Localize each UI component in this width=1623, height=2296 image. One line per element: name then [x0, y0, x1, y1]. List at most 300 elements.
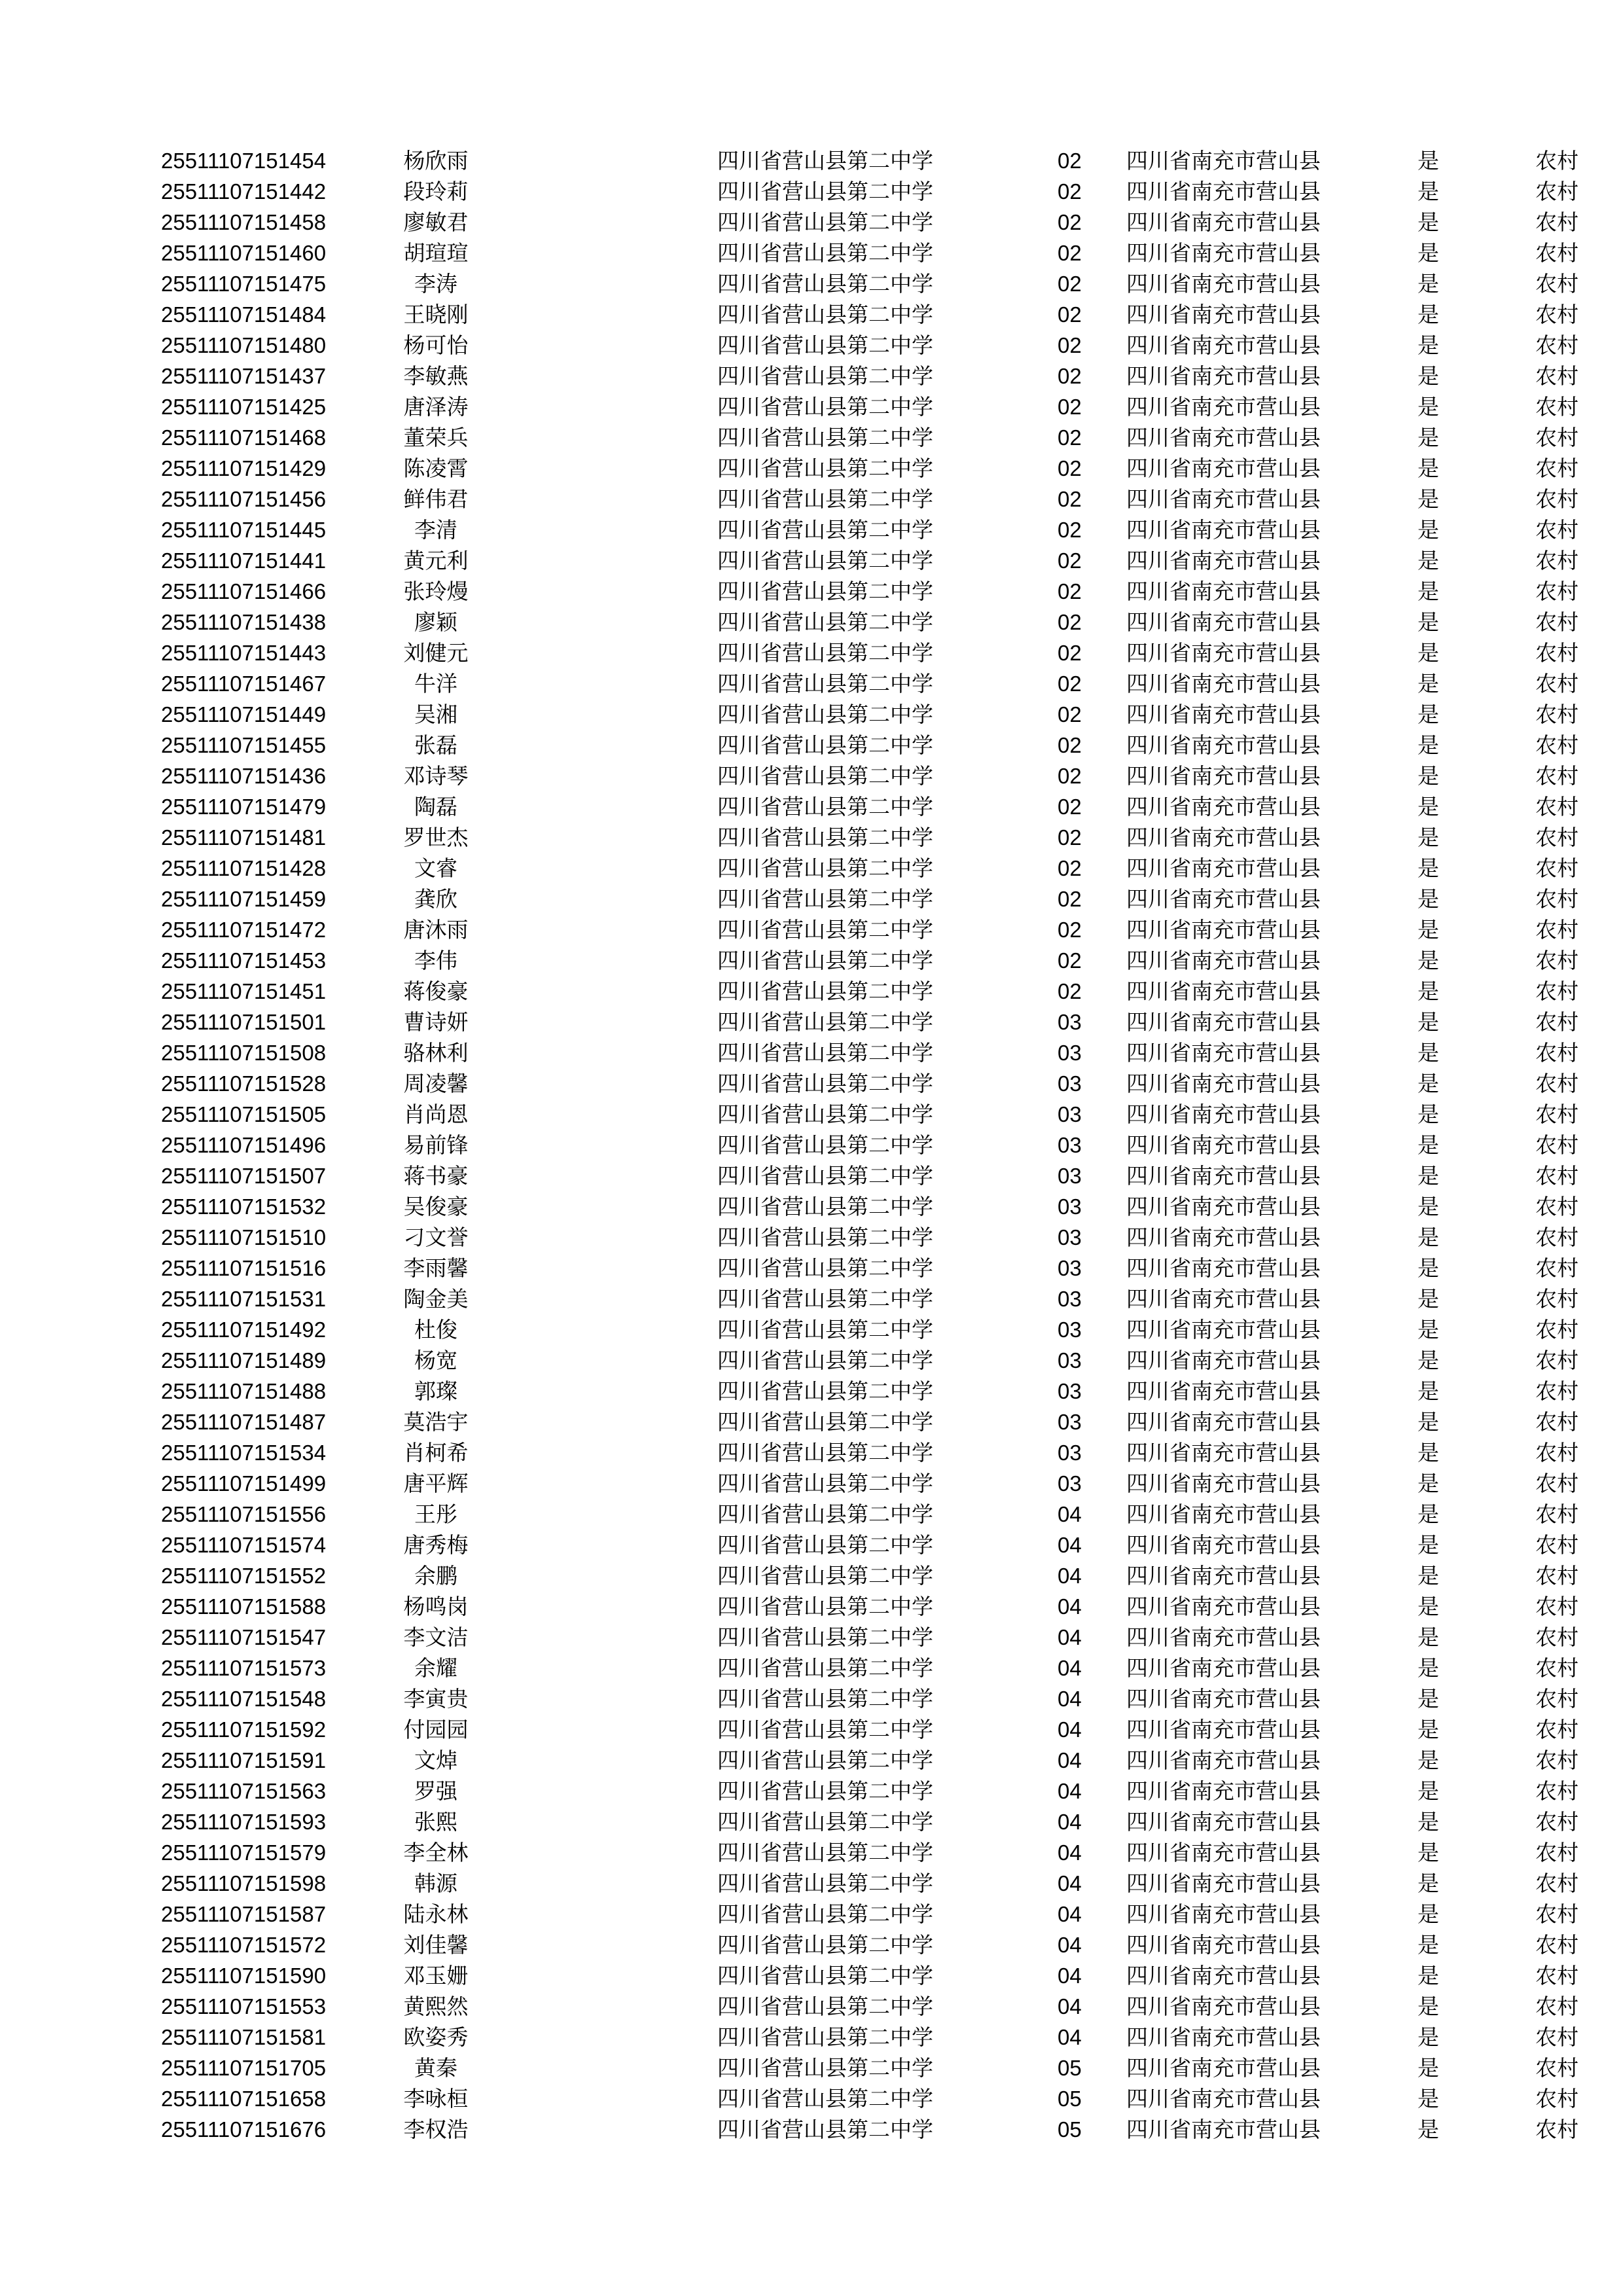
table-row: [161, 1899, 1614, 1929]
exam-number-cell: 25511107151455: [161, 733, 327, 757]
student-name-text: 唐秀梅: [403, 1533, 469, 1557]
household-type-cell: 农村: [1535, 2087, 1578, 2111]
student-name-cell: [390, 207, 717, 238]
student-name-text: 李咏桓: [403, 2087, 469, 2111]
household-type-cell: 农村: [1535, 702, 1578, 726]
region-cell: 四川省南充市营山县: [1126, 179, 1321, 204]
flag-cell: 是: [1418, 1102, 1439, 1126]
region-cell: 四川省南充市营山县: [1126, 1994, 1321, 2018]
household-type-cell: 农村: [1535, 1933, 1578, 1957]
table-row: [161, 761, 1614, 791]
flag-cell: 是: [1418, 887, 1439, 911]
exam-number-cell: 25511107151556: [161, 1502, 327, 1526]
student-name-text: 邓玉姗: [403, 1964, 469, 1988]
region-cell: 四川省南充市营山县: [1126, 856, 1321, 880]
region-cell: 四川省南充市营山县: [1126, 1471, 1321, 1496]
student-name-text: 刘佳馨: [403, 1933, 469, 1957]
flag-cell: 是: [1418, 2056, 1439, 2080]
exam-number-cell: 25511107151428: [161, 856, 327, 880]
table-row: [161, 1099, 1614, 1130]
school-cell: 四川省营山县第二中学: [717, 1010, 933, 1034]
household-type-cell: 农村: [1535, 1810, 1578, 1834]
school-cell: 四川省营山县第二中学: [717, 1902, 933, 1926]
student-name-cell: [390, 853, 717, 884]
table-row: [161, 853, 1614, 884]
region-cell: 四川省南充市营山县: [1126, 1287, 1321, 1311]
flag-cell: 是: [1418, 1441, 1439, 1465]
school-cell: 四川省营山县第二中学: [717, 1779, 933, 1803]
table-row: [161, 1806, 1614, 1837]
region-cell: 四川省南充市营山县: [1126, 2087, 1321, 2111]
school-cell: 四川省营山县第二中学: [717, 1564, 933, 1588]
household-type-cell: 农村: [1535, 1041, 1578, 1065]
table-row: [161, 238, 1614, 268]
household-type-cell: 农村: [1535, 1840, 1578, 1865]
flag-cell: 是: [1418, 425, 1439, 450]
class-number-cell: 04: [1058, 1625, 1082, 1649]
region-cell: 四川省南充市营山县: [1126, 918, 1321, 942]
student-name-text: 唐平辉: [403, 1471, 469, 1496]
exam-number-cell: 25511107151574: [161, 1533, 327, 1557]
flag-cell: 是: [1418, 302, 1439, 327]
flag-cell: 是: [1418, 1164, 1439, 1188]
student-name-cell: [390, 761, 717, 791]
class-number-cell: 02: [1058, 241, 1082, 265]
flag-cell: 是: [1418, 2025, 1439, 2049]
flag-cell: 是: [1418, 1502, 1439, 1526]
exam-number-cell: 25511107151481: [161, 825, 327, 850]
flag-cell: 是: [1418, 364, 1439, 388]
student-name-text: 唐泽涛: [403, 395, 469, 419]
region-cell: 四川省南充市营山县: [1126, 979, 1321, 1003]
class-number-cell: 04: [1058, 1748, 1082, 1772]
student-name-cell: [390, 1991, 717, 2022]
school-cell: 四川省营山县第二中学: [717, 1071, 933, 1096]
region-cell: 四川省南充市营山县: [1126, 210, 1321, 234]
class-number-cell: 03: [1058, 1194, 1082, 1219]
class-number-cell: 02: [1058, 456, 1082, 480]
flag-cell: 是: [1418, 1564, 1439, 1588]
exam-number-cell: 25511107151573: [161, 1656, 327, 1680]
table-row: [161, 884, 1614, 914]
household-type-cell: 农村: [1535, 210, 1578, 234]
region-cell: 四川省南充市营山县: [1126, 1964, 1321, 1988]
student-name-text: 陶磊: [414, 795, 457, 819]
flag-cell: 是: [1418, 1625, 1439, 1649]
flag-cell: 是: [1418, 1994, 1439, 2018]
region-cell: 四川省南充市营山县: [1126, 610, 1321, 634]
table-row: [161, 268, 1614, 299]
table-row: [161, 330, 1614, 361]
student-name-cell: [390, 1837, 717, 1868]
table-row: [161, 1960, 1614, 1991]
table-row: [161, 1929, 1614, 1960]
flag-cell: 是: [1418, 1871, 1439, 1895]
student-name-text: 刁文誉: [403, 1225, 469, 1249]
student-name-cell: [390, 330, 717, 361]
exam-number-cell: 25511107151528: [161, 1071, 327, 1096]
class-number-cell: 02: [1058, 302, 1082, 327]
region-cell: 四川省南充市营山县: [1126, 1933, 1321, 1957]
student-name-text: 杜俊: [414, 1318, 457, 1342]
household-type-cell: 农村: [1535, 456, 1578, 480]
table-row: [161, 1560, 1614, 1591]
class-number-cell: 02: [1058, 548, 1082, 573]
student-name-cell: [390, 2053, 717, 2083]
student-name-cell: [390, 391, 717, 422]
household-type-cell: 农村: [1535, 764, 1578, 788]
class-number-cell: 02: [1058, 887, 1082, 911]
region-cell: 四川省南充市营山县: [1126, 272, 1321, 296]
class-number-cell: 04: [1058, 1594, 1082, 1619]
exam-number-cell: 25511107151598: [161, 1871, 327, 1895]
exam-number-cell: 25511107151472: [161, 918, 327, 942]
exam-number-cell: 25511107151429: [161, 456, 327, 480]
class-number-cell: 02: [1058, 948, 1082, 973]
region-cell: 四川省南充市营山县: [1126, 702, 1321, 726]
student-name-cell: [390, 730, 717, 761]
region-cell: 四川省南充市营山县: [1126, 2025, 1321, 2049]
household-type-cell: 农村: [1535, 579, 1578, 603]
school-cell: 四川省营山县第二中学: [717, 1164, 933, 1188]
exam-number-cell: 25511107151676: [161, 2117, 327, 2142]
table-row: [161, 730, 1614, 761]
class-number-cell: 03: [1058, 1010, 1082, 1034]
school-cell: 四川省营山县第二中学: [717, 979, 933, 1003]
household-type-cell: 农村: [1535, 1071, 1578, 1096]
student-name-cell: [390, 545, 717, 576]
region-cell: 四川省南充市营山县: [1126, 1041, 1321, 1065]
student-name-cell: [390, 1222, 717, 1253]
flag-cell: 是: [1418, 487, 1439, 511]
class-number-cell: 03: [1058, 1256, 1082, 1280]
student-name-text: 吴湘: [414, 702, 457, 726]
school-cell: 四川省营山县第二中学: [717, 1287, 933, 1311]
student-name-text: 龚欣: [414, 887, 457, 911]
class-number-cell: 02: [1058, 795, 1082, 819]
student-name-cell: [390, 1653, 717, 1683]
flag-cell: 是: [1418, 1010, 1439, 1034]
exam-number-cell: 25511107151588: [161, 1594, 327, 1619]
exam-number-cell: 25511107151505: [161, 1102, 327, 1126]
household-type-cell: 农村: [1535, 1287, 1578, 1311]
table-row: [161, 1314, 1614, 1345]
table-row: [161, 976, 1614, 1007]
school-cell: 四川省营山县第二中学: [717, 1318, 933, 1342]
school-cell: 四川省营山县第二中学: [717, 948, 933, 973]
region-cell: 四川省南充市营山县: [1126, 1779, 1321, 1803]
flag-cell: 是: [1418, 1717, 1439, 1742]
class-number-cell: 04: [1058, 1656, 1082, 1680]
student-name-cell: [390, 1130, 717, 1160]
class-number-cell: 02: [1058, 856, 1082, 880]
exam-number-cell: 25511107151572: [161, 1933, 327, 1957]
household-type-cell: 农村: [1535, 487, 1578, 511]
student-name-cell: [390, 1037, 717, 1068]
table-row: [161, 637, 1614, 668]
household-type-cell: 农村: [1535, 948, 1578, 973]
table-row: [161, 791, 1614, 822]
exam-number-cell: 25511107151438: [161, 610, 327, 634]
flag-cell: 是: [1418, 825, 1439, 850]
region-cell: 四川省南充市营山县: [1126, 487, 1321, 511]
exam-number-cell: 25511107151458: [161, 210, 327, 234]
flag-cell: 是: [1418, 1379, 1439, 1403]
flag-cell: 是: [1418, 548, 1439, 573]
household-type-cell: 农村: [1535, 825, 1578, 850]
school-cell: 四川省营山县第二中学: [717, 1687, 933, 1711]
school-cell: 四川省营山县第二中学: [717, 1441, 933, 1465]
exam-number-cell: 25511107151443: [161, 641, 327, 665]
class-number-cell: 02: [1058, 149, 1082, 173]
student-name-text: 蒋书豪: [403, 1164, 469, 1188]
school-cell: 四川省营山县第二中学: [717, 1133, 933, 1157]
student-name-text: 杨宽: [414, 1348, 457, 1372]
student-name-text: 唐沐雨: [403, 918, 469, 942]
student-name-cell: [390, 2022, 717, 2053]
table-row: [161, 1745, 1614, 1776]
class-number-cell: 02: [1058, 210, 1082, 234]
student-name-text: 李文洁: [403, 1625, 469, 1649]
region-cell: 四川省南充市营山县: [1126, 1318, 1321, 1342]
student-name-cell: [390, 1007, 717, 1037]
household-type-cell: 农村: [1535, 241, 1578, 265]
table-row: [161, 2083, 1614, 2114]
flag-cell: 是: [1418, 518, 1439, 542]
class-number-cell: 03: [1058, 1287, 1082, 1311]
region-cell: 四川省南充市营山县: [1126, 1564, 1321, 1588]
region-cell: 四川省南充市营山县: [1126, 1717, 1321, 1742]
household-type-cell: 农村: [1535, 1164, 1578, 1188]
class-number-cell: 02: [1058, 702, 1082, 726]
household-type-cell: 农村: [1535, 2025, 1578, 2049]
table-row: [161, 1130, 1614, 1160]
class-number-cell: 03: [1058, 1164, 1082, 1188]
school-cell: 四川省营山县第二中学: [717, 764, 933, 788]
region-cell: 四川省南充市营山县: [1126, 149, 1321, 173]
flag-cell: 是: [1418, 149, 1439, 173]
school-cell: 四川省营山县第二中学: [717, 795, 933, 819]
student-name-text: 邓诗琴: [403, 764, 469, 788]
table-row: [161, 1683, 1614, 1714]
exam-number-cell: 25511107151548: [161, 1687, 327, 1711]
table-row: [161, 1499, 1614, 1530]
region-cell: 四川省南充市营山县: [1126, 579, 1321, 603]
table-row: [161, 1407, 1614, 1437]
exam-number-cell: 25511107151445: [161, 518, 327, 542]
student-name-cell: [390, 484, 717, 514]
school-cell: 四川省营山县第二中学: [717, 395, 933, 419]
table-row: [161, 207, 1614, 238]
student-name-cell: [390, 238, 717, 268]
student-name-cell: [390, 791, 717, 822]
region-cell: 四川省南充市营山县: [1126, 1625, 1321, 1649]
class-number-cell: 02: [1058, 272, 1082, 296]
flag-cell: 是: [1418, 918, 1439, 942]
student-name-text: 刘健元: [403, 641, 469, 665]
school-cell: 四川省营山县第二中学: [717, 1933, 933, 1957]
region-cell: 四川省南充市营山县: [1126, 887, 1321, 911]
student-name-text: 易前锋: [403, 1133, 469, 1157]
flag-cell: 是: [1418, 333, 1439, 357]
region-cell: 四川省南充市营山县: [1126, 1810, 1321, 1834]
exam-number-cell: 25511107151466: [161, 579, 327, 603]
school-cell: 四川省营山县第二中学: [717, 1871, 933, 1895]
household-type-cell: 农村: [1535, 1502, 1578, 1526]
exam-number-cell: 25511107151487: [161, 1410, 327, 1434]
student-name-text: 吴俊豪: [403, 1194, 469, 1219]
household-type-cell: 农村: [1535, 1717, 1578, 1742]
exam-number-cell: 25511107151496: [161, 1133, 327, 1157]
region-cell: 四川省南充市营山县: [1126, 795, 1321, 819]
exam-number-cell: 25511107151449: [161, 702, 327, 726]
region-cell: 四川省南充市营山县: [1126, 1902, 1321, 1926]
household-type-cell: 农村: [1535, 518, 1578, 542]
region-cell: 四川省南充市营山县: [1126, 1410, 1321, 1434]
table-row: [161, 1191, 1614, 1222]
student-name-text: 廖颖: [414, 610, 457, 634]
household-type-cell: 农村: [1535, 548, 1578, 573]
table-row: [161, 668, 1614, 699]
school-cell: 四川省营山县第二中学: [717, 1656, 933, 1680]
student-name-cell: [390, 668, 717, 699]
student-name-cell: [390, 1068, 717, 1099]
exam-number-cell: 25511107151453: [161, 948, 327, 973]
class-number-cell: 02: [1058, 733, 1082, 757]
student-name-text: 李伟: [414, 948, 457, 973]
student-name-text: 杨鸣岗: [403, 1594, 469, 1619]
table-row: [161, 514, 1614, 545]
household-type-cell: 农村: [1535, 1964, 1578, 1988]
class-number-cell: 04: [1058, 1810, 1082, 1834]
exam-number-cell: 25511107151489: [161, 1348, 327, 1372]
student-name-cell: [390, 1437, 717, 1468]
table-row: [161, 145, 1614, 176]
student-name-cell: [390, 1253, 717, 1283]
student-name-text: 王彤: [414, 1502, 457, 1526]
region-cell: 四川省南充市营山县: [1126, 764, 1321, 788]
region-cell: 四川省南充市营山县: [1126, 1687, 1321, 1711]
student-name-cell: [390, 514, 717, 545]
table-row: [161, 1160, 1614, 1191]
flag-cell: 是: [1418, 1656, 1439, 1680]
school-cell: 四川省营山县第二中学: [717, 2117, 933, 2142]
student-name-text: 李全林: [403, 1840, 469, 1865]
student-name-text: 胡瑄瑄: [403, 241, 469, 265]
class-number-cell: 04: [1058, 1840, 1082, 1865]
student-name-text: 张熙: [414, 1810, 457, 1834]
student-name-cell: [390, 2114, 717, 2145]
flag-cell: 是: [1418, 764, 1439, 788]
flag-cell: 是: [1418, 1594, 1439, 1619]
table-row: [161, 1345, 1614, 1376]
household-type-cell: 农村: [1535, 1256, 1578, 1280]
class-number-cell: 02: [1058, 610, 1082, 634]
school-cell: 四川省营山县第二中学: [717, 2025, 933, 2049]
exam-number-cell: 25511107151581: [161, 2025, 327, 2049]
student-name-cell: [390, 1376, 717, 1407]
exam-number-cell: 25511107151480: [161, 333, 327, 357]
class-number-cell: 02: [1058, 825, 1082, 850]
region-cell: 四川省南充市营山县: [1126, 1010, 1321, 1034]
household-type-cell: 农村: [1535, 364, 1578, 388]
student-name-cell: [390, 1499, 717, 1530]
household-type-cell: 农村: [1535, 1625, 1578, 1649]
exam-number-cell: 25511107151591: [161, 1748, 327, 1772]
exam-number-cell: 25511107151459: [161, 887, 327, 911]
exam-number-cell: 25511107151468: [161, 425, 327, 450]
exam-number-cell: 25511107151425: [161, 395, 327, 419]
school-cell: 四川省营山县第二中学: [717, 364, 933, 388]
school-cell: 四川省营山县第二中学: [717, 1102, 933, 1126]
school-cell: 四川省营山县第二中学: [717, 1379, 933, 1403]
flag-cell: 是: [1418, 733, 1439, 757]
exam-number-cell: 25511107151587: [161, 1902, 327, 1926]
table-row: [161, 1437, 1614, 1468]
table-row: [161, 699, 1614, 730]
school-cell: 四川省营山县第二中学: [717, 887, 933, 911]
region-cell: 四川省南充市营山县: [1126, 1871, 1321, 1895]
student-name-cell: [390, 1806, 717, 1837]
student-name-text: 陶金美: [403, 1287, 469, 1311]
student-name-cell: [390, 1899, 717, 1929]
household-type-cell: 农村: [1535, 1656, 1578, 1680]
flag-cell: 是: [1418, 1933, 1439, 1957]
region-cell: 四川省南充市营山县: [1126, 733, 1321, 757]
exam-number-cell: 25511107151501: [161, 1010, 327, 1034]
class-number-cell: 02: [1058, 979, 1082, 1003]
class-number-cell: 04: [1058, 1717, 1082, 1742]
school-cell: 四川省营山县第二中学: [717, 856, 933, 880]
table-row: [161, 361, 1614, 391]
school-cell: 四川省营山县第二中学: [717, 918, 933, 942]
exam-number-cell: 25511107151437: [161, 364, 327, 388]
household-type-cell: 农村: [1535, 610, 1578, 634]
flag-cell: 是: [1418, 1071, 1439, 1096]
student-name-cell: [390, 453, 717, 484]
flag-cell: 是: [1418, 1779, 1439, 1803]
table-row: [161, 1714, 1614, 1745]
school-cell: 四川省营山县第二中学: [717, 179, 933, 204]
student-name-text: 欧姿秀: [403, 2025, 469, 2049]
student-name-cell: [390, 699, 717, 730]
class-number-cell: 02: [1058, 364, 1082, 388]
flag-cell: 是: [1418, 1256, 1439, 1280]
household-type-cell: 农村: [1535, 1194, 1578, 1219]
household-type-cell: 农村: [1535, 272, 1578, 296]
student-name-cell: [390, 1560, 717, 1591]
flag-cell: 是: [1418, 1687, 1439, 1711]
class-number-cell: 02: [1058, 764, 1082, 788]
table-row: [161, 607, 1614, 637]
exam-number-cell: 25511107151488: [161, 1379, 327, 1403]
school-cell: 四川省营山县第二中学: [717, 1041, 933, 1065]
household-type-cell: 农村: [1535, 1748, 1578, 1772]
class-number-cell: 04: [1058, 1871, 1082, 1895]
student-name-cell: [390, 1407, 717, 1437]
region-cell: 四川省南充市营山县: [1126, 1133, 1321, 1157]
region-cell: 四川省南充市营山县: [1126, 948, 1321, 973]
student-name-cell: [390, 822, 717, 853]
student-name-cell: [390, 268, 717, 299]
region-cell: 四川省南充市营山县: [1126, 548, 1321, 573]
class-number-cell: 02: [1058, 641, 1082, 665]
table-row: [161, 1991, 1614, 2022]
household-type-cell: 农村: [1535, 856, 1578, 880]
school-cell: 四川省营山县第二中学: [717, 702, 933, 726]
student-name-cell: [390, 176, 717, 207]
student-name-text: 李敏燕: [403, 364, 469, 388]
